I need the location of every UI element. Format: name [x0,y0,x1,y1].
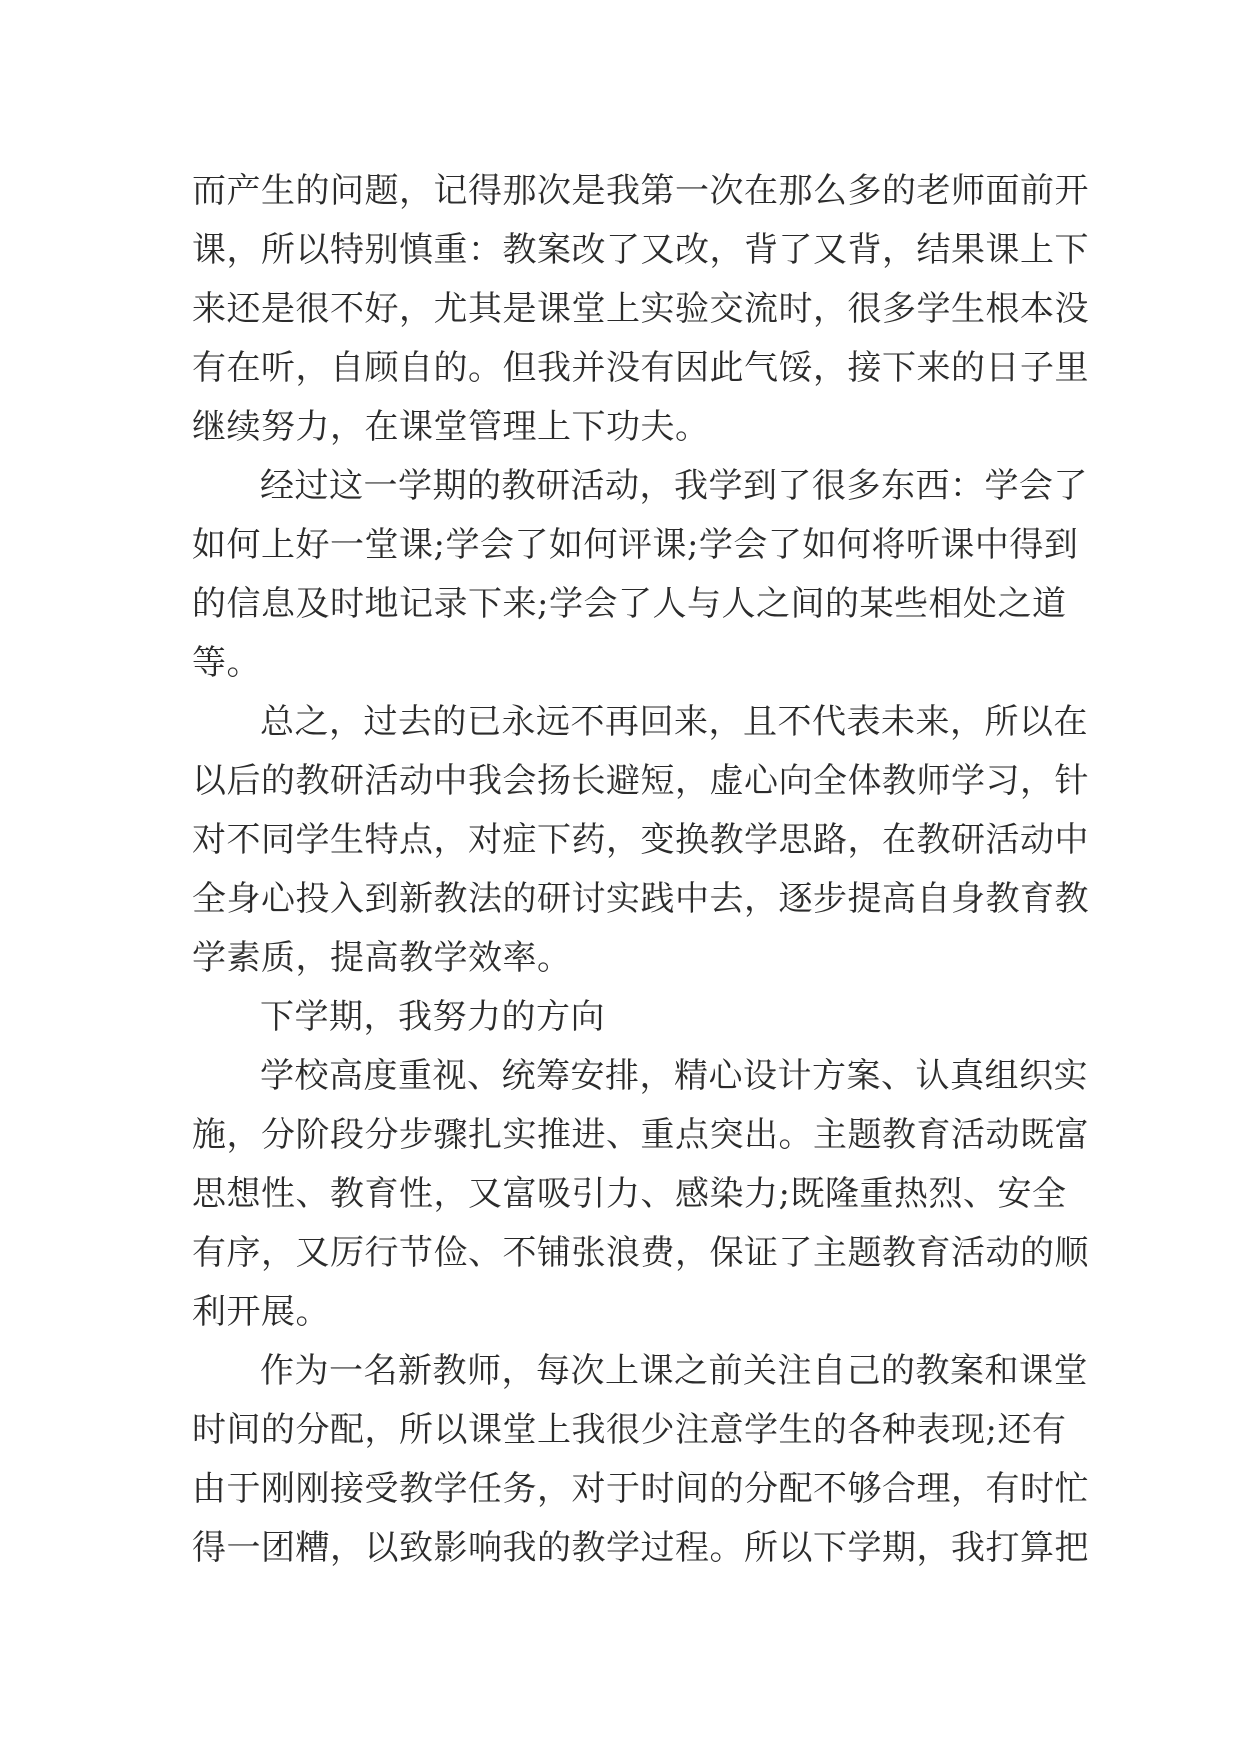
text-line: 经过这一学期的教研活动，我学到了很多东西：学会了 [260,466,1088,506]
document-body [192,162,1089,1578]
text-line: 继续努力，在课堂管理上下功夫。 [192,407,710,447]
text-line: 等。 [192,643,261,683]
text-line: 学素质，提高教学效率。 [192,938,572,978]
text-line: 思想性、教育性，又富吸引力、感染力;既隆重热烈、安全 [192,1174,1067,1214]
text-line: 有序，又厉行节俭、不铺张浪费，保证了主题教育活动的顺 [192,1233,1089,1273]
text-line: 下学期，我努力的方向 [260,997,605,1037]
text-line: 的信息及时地记录下来;学会了人与人之间的某些相处之道 [192,584,1067,624]
text-line: 而产生的问题，记得那次是我第一次在那么多的老师面前开 [192,171,1089,211]
text-line: 学校高度重视、统筹安排，精心设计方案、认真组织实 [260,1056,1088,1096]
paragraph [192,693,1089,988]
text-line: 对不同学生特点，对症下药，变换教学思路，在教研活动中 [192,820,1089,860]
text-line: 时间的分配，所以课堂上我很少注意学生的各种表现;还有 [192,1410,1067,1450]
text-line: 有在听，自顾自的。但我并没有因此气馁，接下来的日子里 [192,348,1089,388]
paragraph [192,162,1089,457]
paragraph [192,988,1060,1047]
text-line: 作为一名新教师，每次上课之前关注自己的教案和课堂 [260,1351,1088,1391]
paragraph [192,1047,1089,1342]
text-line: 由于刚刚接受教学任务，对于时间的分配不够合理，有时忙 [192,1469,1089,1509]
paragraph [192,1342,1089,1578]
text-line: 得一团糟，以致影响我的教学过程。所以下学期，我打算把 [192,1528,1089,1568]
text-line: 施，分阶段分步骤扎实推进、重点突出。主题教育活动既富 [192,1115,1089,1155]
text-line: 利开展。 [192,1292,330,1332]
text-line: 以后的教研活动中我会扬长避短，虚心向全体教师学习，针 [192,761,1089,801]
text-line: 来还是很不好，尤其是课堂上实验交流时，很多学生根本没 [192,289,1089,329]
paragraph [192,457,1088,693]
text-line: 如何上好一堂课;学会了如何评课;学会了如何将听课中得到 [192,525,1079,565]
text-line: 总之，过去的已永远不再回来，且不代表未来，所以在 [260,702,1088,742]
text-line: 课，所以特别慎重：教案改了又改，背了又背，结果课上下 [192,230,1089,270]
text-line: 全身心投入到新教法的研讨实践中去，逐步提高自身教育教 [192,879,1089,919]
